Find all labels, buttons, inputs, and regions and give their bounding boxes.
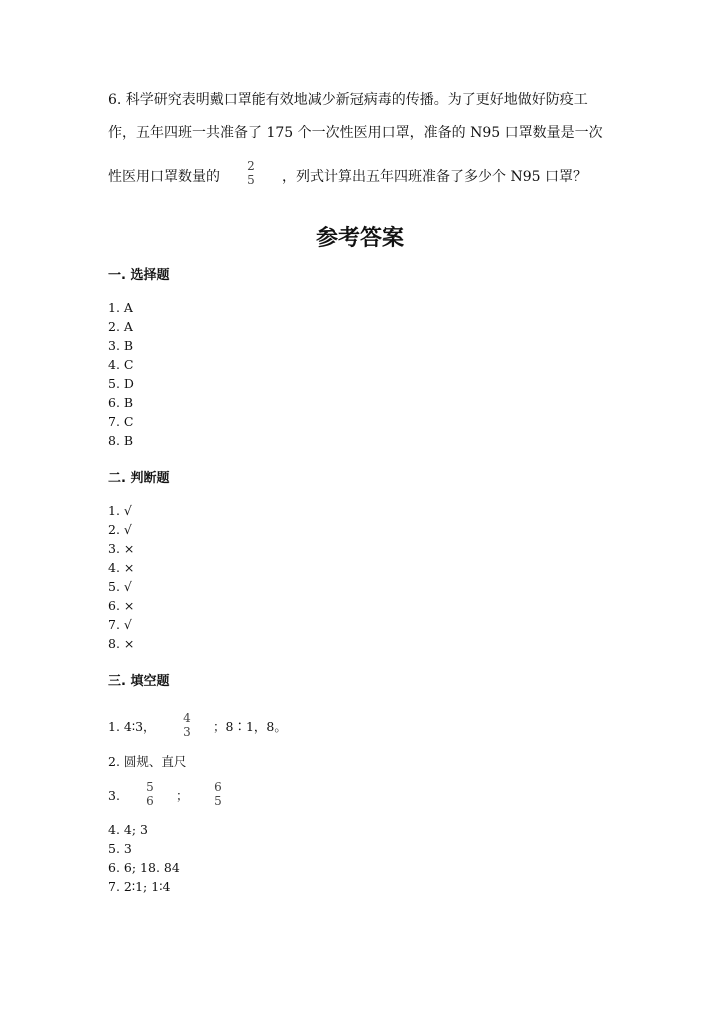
fill-answer-3-fraction-2 <box>213 780 223 808</box>
fill-answer-1-fraction <box>182 711 192 739</box>
question-line-3-pre: 性医用口罩数量的 <box>108 169 220 185</box>
list-item: 7. √ <box>108 617 132 632</box>
section-heading-judge: 二. 判断题 <box>108 471 170 486</box>
fraction-denominator: 5 <box>247 173 255 187</box>
list-item: 8. B <box>108 433 134 448</box>
list-item: 2. A <box>108 319 133 334</box>
question-fraction <box>246 159 256 187</box>
list-item: 5. D <box>108 376 134 391</box>
list-item: 6. × <box>108 598 135 613</box>
fill-answer-3-separator: ； <box>176 788 189 803</box>
list-item: 8. × <box>108 636 135 651</box>
fill-answer-3-fraction-1 <box>145 780 155 808</box>
fraction-denominator: 3 <box>183 725 191 739</box>
section-heading-choice: 一. 选择题 <box>108 268 170 283</box>
list-item: 5. √ <box>108 579 132 594</box>
fraction-numerator: 2 <box>247 159 255 173</box>
fraction-numerator: 6 <box>214 780 222 794</box>
fraction-denominator: 5 <box>214 794 222 808</box>
list-item: 7. 2∶1; 1∶4 <box>108 879 171 894</box>
fill-answer-2: 2. 圆规、直尺 <box>108 754 187 769</box>
list-item: 1. A <box>108 300 133 315</box>
fill-answer-1-pre: 1. 4∶3， <box>108 719 156 734</box>
question-line-1: 6. 科学研究表明戴口罩能有效地减少新冠病毒的传播。为了更好地做好防疫工 <box>108 92 588 108</box>
fraction-denominator: 6 <box>146 794 154 808</box>
answers-title: 参考答案 <box>315 226 404 251</box>
fill-answer-list <box>108 820 180 896</box>
list-item: 2. √ <box>108 522 132 537</box>
list-item: 3. B <box>108 338 134 353</box>
list-item: 7. C <box>108 414 134 429</box>
list-item: 5. 3 <box>108 841 132 856</box>
list-item: 6. 6; 18. 84 <box>108 860 180 875</box>
fraction-numerator: 4 <box>183 711 191 725</box>
judge-answer-list <box>108 501 134 653</box>
fill-answer-1-post: ；8∶1，8。 <box>213 719 287 734</box>
list-item: 1. √ <box>108 503 132 518</box>
list-item: 4. C <box>108 357 134 372</box>
list-item: 6. B <box>108 395 134 410</box>
fill-answer-3-pre: 3. <box>108 788 120 803</box>
section-heading-fill: 三. 填空题 <box>108 674 170 689</box>
choice-answer-list <box>108 298 134 450</box>
list-item: 3. × <box>108 541 135 556</box>
list-item: 4. × <box>108 560 135 575</box>
list-item: 4. 4; 3 <box>108 822 148 837</box>
fraction-numerator: 5 <box>146 780 154 794</box>
question-line-2: 作，五年四班一共准备了 175 个一次性医用口罩，准备的 N95 口罩数量是一次 <box>108 125 603 141</box>
question-line-3-post: ，列式计算出五年四班准备了多少个 N95 口罩？ <box>282 169 587 185</box>
